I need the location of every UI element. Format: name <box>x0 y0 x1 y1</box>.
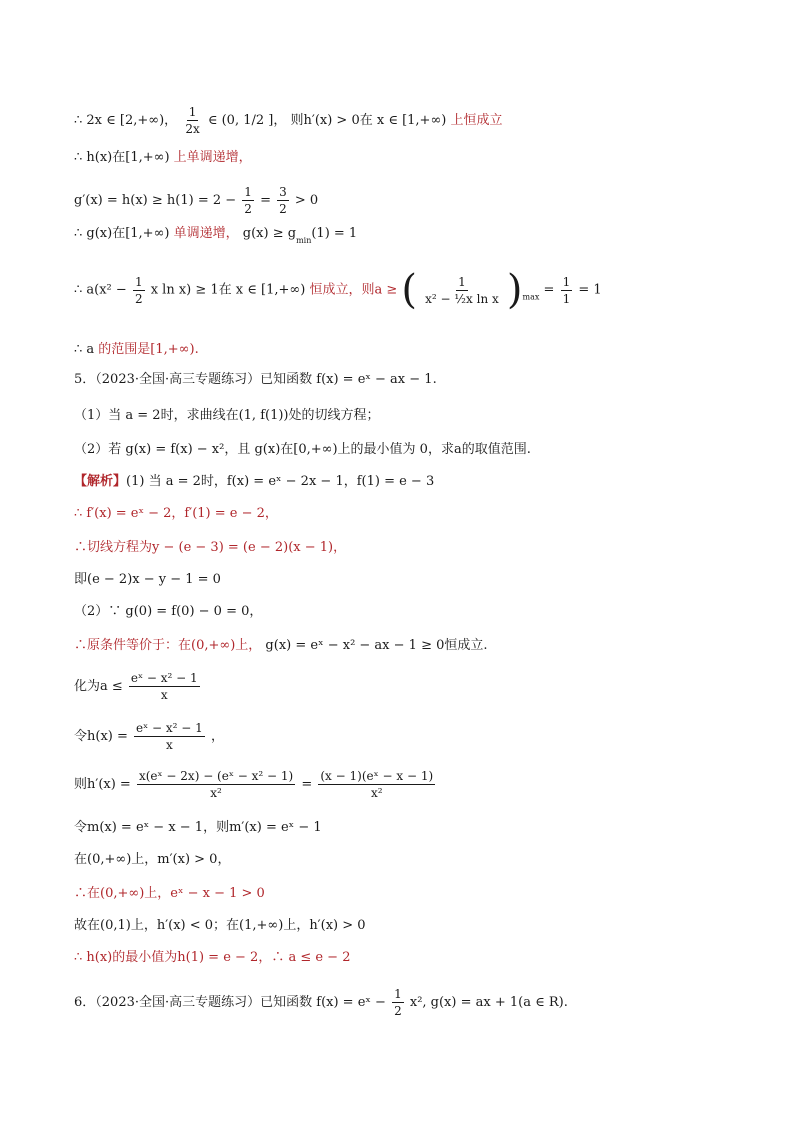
solution-line-9 <box>74 768 437 801</box>
step-text: 令h(x) = <box>74 729 128 744</box>
step-text: = <box>260 193 271 208</box>
step-text: > 0 <box>294 193 319 208</box>
step-text: (1) = 1 <box>311 226 358 241</box>
left-paren: ( <box>401 267 417 313</box>
solution-line-2: ∴ f′(x) = eˣ − 2，f′(1) = e − 2， <box>74 506 278 521</box>
conclusion-text: ∴原条件等价于：在(0,+∞)上， <box>74 638 262 653</box>
fraction: $\frac{1}{1}$ <box>562 274 571 306</box>
step-line-3 <box>74 184 318 217</box>
subscript: max <box>522 292 540 302</box>
conclusion-text: 恒成立，则a ≥ <box>309 282 398 298</box>
step-line-4 <box>74 224 357 251</box>
step-line-1 <box>74 104 503 137</box>
conclusion-text: 的范围是[1,+∞). <box>98 342 199 357</box>
step-text: ∴ h(x)在[1,+∞) <box>74 150 170 165</box>
fraction: $\frac{\text{eˣ − x² − 1}}{x}$ <box>136 721 203 752</box>
step-text: 化为a ≤ <box>74 679 123 694</box>
solution-line-10: 令m(x) = eˣ − x − 1，则m′(x) = eˣ − 1 <box>74 820 322 835</box>
step-text: (1) 当 a = 2时，f(x) = eˣ − 2x − 1，f(1) = e − 3 <box>126 474 435 489</box>
fraction: $\frac{\text{eˣ − x² − 1}}{x}$ <box>130 671 198 702</box>
step-text: g(x) = eˣ − x² − ax − 1 ≥ 0恒成立. <box>265 638 488 653</box>
fraction: $\frac{1}{\text{x² − ½x ln x}}$ <box>425 274 499 306</box>
step-text: 则h′(x) = <box>74 777 131 792</box>
solution-line-14: ∴ h(x)的最小值为h(1) = e − 2，∴ a ≤ e − 2 <box>74 950 351 965</box>
step-line-6 <box>74 340 199 360</box>
subscript: min <box>296 236 312 245</box>
question-5-part-1: （1）当 a = 2时，求曲线在(1, f(1))处的切线方程； <box>74 408 380 423</box>
solution-line-7 <box>74 670 202 703</box>
step-text: ∴ 2x ∈ [2,+∞)， <box>74 113 178 128</box>
fraction: $\frac{1}{2x}$ <box>185 105 200 136</box>
solution-line-12: ∴在(0,+∞)上，eˣ − x − 1 > 0 <box>74 886 265 901</box>
step-line-2 <box>74 148 252 168</box>
conclusion-text: 上单调递增， <box>173 150 252 165</box>
step-text: x², g(x) = ax + 1(a ∈ R). <box>409 995 568 1010</box>
fraction: $\frac{\text{(x − 1)(eˣ − x − 1)}}{\text{x²}}$ <box>320 769 434 800</box>
conclusion-text: 单调递增， <box>173 226 239 241</box>
step-text: = <box>543 282 555 298</box>
question-6-title <box>74 986 568 1019</box>
step-text: g(x) ≥ g <box>242 226 297 241</box>
step-text: ∴ g(x)在[1,+∞) <box>74 226 170 241</box>
step-text: ， <box>210 729 224 744</box>
fraction: $\frac{1}{2}$ <box>244 185 252 216</box>
fraction: $\frac{\text{x(eˣ − 2x) − (eˣ − x² − 1)}}{\text{x²}}$ <box>138 769 294 800</box>
solution-line-1 <box>74 472 434 492</box>
step-text: g′(x) = h(x) ≥ h(1) = 2 − <box>74 193 237 208</box>
step-text: = 1 <box>578 282 602 298</box>
question-5-title: 5．（2023·全国·高三专题练习）已知函数 f(x) = eˣ − ax − 1. <box>74 372 437 387</box>
step-text: 则h′(x) > 0在 x ∈ [1,+∞) <box>290 113 447 128</box>
solution-line-6 <box>74 636 488 656</box>
solution-line-8 <box>74 720 224 753</box>
question-5-part-2: （2）若 g(x) = f(x) − x²，且 g(x)在[0,+∞)上的最小值为 0，求a的取值范围. <box>74 442 531 457</box>
step-text: = <box>301 777 313 792</box>
step-text: ∈ (0, 1/2 ]， <box>207 113 287 128</box>
fraction: $\frac{1}{2}$ <box>394 987 402 1018</box>
step-text: x ln x) ≥ 1在 x ∈ [1,+∞) <box>150 282 306 298</box>
conclusion-text: 上恒成立 <box>450 113 503 128</box>
solution-line-5: （2）∵ g(0) = f(0) − 0 = 0， <box>74 604 263 619</box>
solution-tag: 【解析】 <box>74 474 127 489</box>
solution-line-4: 即(e − 2)x − y − 1 = 0 <box>74 572 221 587</box>
fraction: $\frac{3}{2}$ <box>279 185 287 216</box>
step-text: ∴ a <box>74 342 95 357</box>
solution-line-3: ∴切线方程为y − (e − 3) = (e − 2)(x − 1)， <box>74 540 347 555</box>
step-line-5 <box>74 267 602 313</box>
step-text: 6．（2023·全国·高三专题练习）已知函数 f(x) = eˣ − <box>74 995 386 1010</box>
fraction: $\frac{1}{2}$ <box>134 274 143 306</box>
right-paren: ) <box>506 267 523 313</box>
solution-line-11: 在(0,+∞)上，m′(x) > 0， <box>74 852 231 867</box>
step-text: ∴ a(x² − <box>74 282 127 298</box>
solution-line-13: 故在(0,1)上，h′(x) < 0；在(1,+∞)上，h′(x) > 0 <box>74 918 366 933</box>
